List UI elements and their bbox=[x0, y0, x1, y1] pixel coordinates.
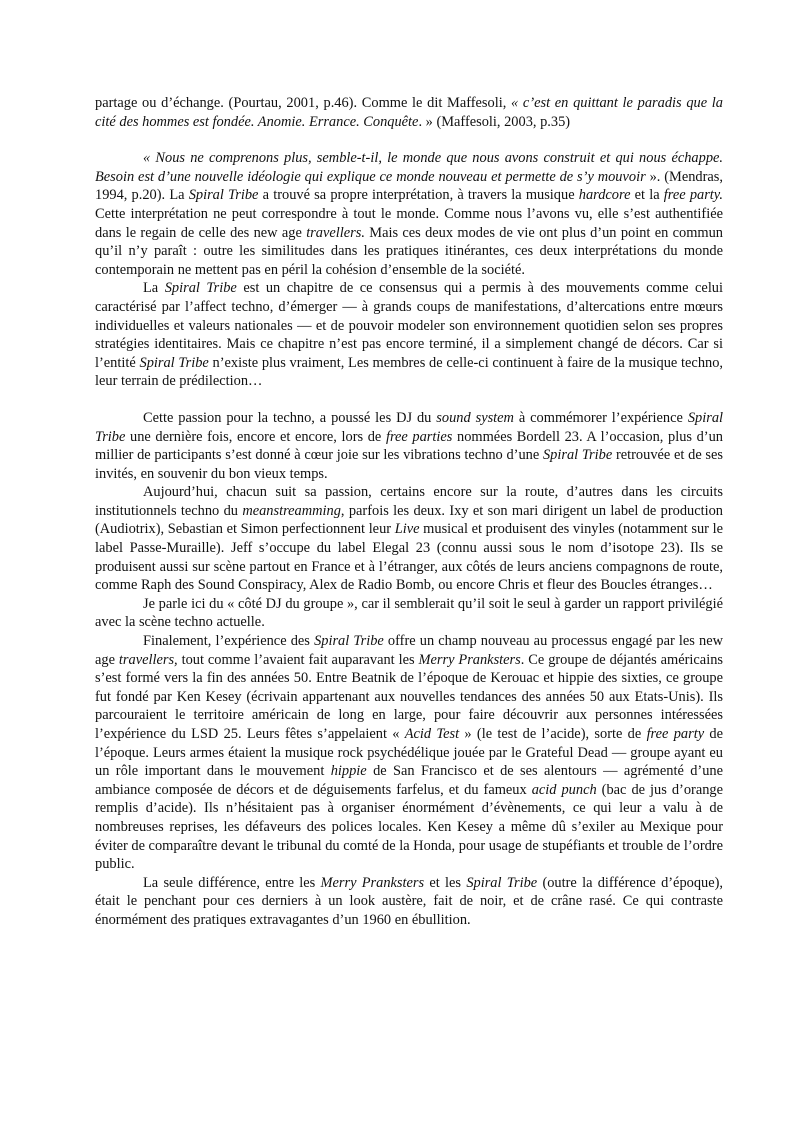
text-run: tout comme l’avaient fait auparavant les bbox=[177, 651, 419, 668]
text-run: ». (Mendras, 1994, p.20). La bbox=[95, 168, 723, 204]
italic-text-run: Spiral Tribe bbox=[95, 409, 724, 445]
italic-text-run: free party. bbox=[663, 187, 723, 204]
italic-text-run: « c’est en quittant le paradis que la cité des hommes est fondée. Anomie. Errance. Conquête bbox=[95, 95, 724, 130]
italic-text-run: Merry Pranksters bbox=[418, 651, 521, 668]
paragraph-maffesoli-quote bbox=[95, 94, 723, 131]
italic-text-run: Merry Pranksters bbox=[320, 874, 425, 891]
text-run: n’existe plus vraiment, Les membres de celle-ci continuent à faire de la musique techno, leur terrain de prédilection… bbox=[95, 354, 724, 390]
italic-text-run: hippie bbox=[330, 763, 367, 780]
italic-text-run: sound system bbox=[436, 409, 514, 426]
italic-text-run: acid punch bbox=[531, 781, 597, 798]
paragraph-techno-passion bbox=[95, 409, 723, 483]
text-run: La seule différence, entre les bbox=[143, 874, 321, 891]
text-run: . Ce groupe de déjantés américains s’est formé vers la fin des années 50. Entre Beatnik de l’époque de Kerouac et hippie des sixties, ce groupe fut fondé par Ken Kesey (écrivain appartenant aux nouvelles tendances des années 50 aux Etats-Unis). Ils parcouraient le territoire américain de long en large, pour faire découvrir aux personnes intéressées l’expérience du LSD 25. Leurs fêtes s’appelaient « bbox=[95, 651, 723, 742]
text-run: Cette passion pour la techno, a poussé les DJ du bbox=[143, 409, 437, 426]
text-run: Finalement, l’expérience des bbox=[143, 633, 315, 650]
text-run: et la bbox=[630, 187, 664, 204]
text-run: retrouvée et de ses invités, en souvenir du bon vieux temps. bbox=[95, 447, 724, 482]
text-run: (outre la différence d’époque), était le penchant pour ces derniers à un look austère, fait de noir, et de crâne rasé. Ce qui contraste énormément des pratiques extravagantes d’un 1960 en ébullition. bbox=[95, 874, 724, 928]
italic-text-run: free party bbox=[646, 726, 705, 742]
text-run: une dernière fois, encore et encore, lors de bbox=[125, 428, 386, 445]
text-run: nommées Bordell 23. A l’occasion, plus d’un millier de participants s’est donné à cœur joie sur les vibrations techno d’une bbox=[95, 428, 723, 464]
text-run: Aujourd’hui, chacun suit sa passion, certains encore sur la route, d’autres dans les circuits institutionnels techno du bbox=[95, 484, 723, 519]
paragraph-cote-dj bbox=[95, 595, 723, 632]
text-run: La bbox=[143, 280, 165, 297]
text-run: . » (Maffesoli, 2003, p.35) bbox=[418, 113, 571, 130]
text-run: » (le test de l’acide), sorte de bbox=[459, 726, 647, 742]
italic-text-run: meanstreamming bbox=[242, 502, 341, 519]
italic-text-run: Live bbox=[394, 521, 420, 538]
text-run: et les bbox=[424, 874, 467, 891]
italic-text-run: travellers. bbox=[306, 224, 365, 241]
paragraph-aujourdhui bbox=[95, 483, 723, 595]
italic-text-run: Acid Test bbox=[404, 726, 460, 742]
paragraph-spiral-tribe-consensus bbox=[95, 279, 723, 391]
italic-text-run: « Nous ne comprenons plus, semble-t-il, le monde que nous avons construit et qui nous échappe. Besoin est d’une nouvelle idéologie qui explique ce monde nouveau et permette de s’y mouvoir bbox=[95, 150, 723, 185]
italic-text-run: hardcore bbox=[578, 187, 631, 204]
text-run: Cette interprétation ne peut correspondre à tout le monde. Comme nous l’avons vu, elle s’est authentifiée dans le regain de celle des new age bbox=[95, 205, 723, 241]
text-run: offre un champ nouveau au processus engagé par les new age bbox=[95, 633, 724, 668]
italic-text-run: Spiral Tribe bbox=[164, 280, 237, 297]
text-run: (bac de jus d’orange remplis d’acide). Ils n’hésitaient pas à organiser énormément d’évènements, ce qui leur a valu à de nombreuses reprises, les défaveurs des polices locales. Ken Kesey a même dû s’exiler au Mexique pour éviter de comparaître devant le tribunal du comté de la Honda, pour usage de stupéfiants et trouble de l’ordre public. bbox=[95, 781, 723, 873]
paragraph-mendras-quote bbox=[95, 149, 723, 279]
text-run: musical et produisent des vinyles (notamment sur le label Passe-Muraille). Jeff s’occupe du label Elegal 23 (connu aussi sous le nom d’isotope 23). Ils se produisent aussi sur scène partout en France et à l’étranger, aux côtés de leurs anciens compagnons de route, comme Raph des Sound Conspiracy, Alex de Radio Bomb, ou encore Chris et fleur des Boucles étranges… bbox=[95, 521, 723, 594]
italic-text-run: Spiral Tribe bbox=[188, 187, 259, 204]
italic-text-run: Spiral Tribe bbox=[466, 874, 538, 891]
italic-text-run: Spiral Tribe bbox=[314, 633, 384, 650]
text-run: a trouvé sa propre interprétation, à travers la musique bbox=[258, 187, 579, 204]
paragraph-seule-difference bbox=[95, 874, 723, 930]
italic-text-run: free parties bbox=[385, 428, 453, 445]
text-run: est un chapitre de ce consensus qui a permis à des mouvements comme celui caractérisé par l’affect techno, d’émerger — à grands coups de manifestations, d’altercations entre mœurs individuelles et valeurs nationales — et de pouvoir modeler son environnement quotidien selon ses propres stratégies identitaires. Mais ce chapitre n’est pas encore terminé, il a simplement changé de décors. Car si l’entité bbox=[95, 280, 724, 371]
text-run: de San Francisco et de ses alentours — agrémenté d’une ambiance composée de décors et de déguisements farfelus, et du fameux bbox=[95, 763, 723, 798]
text-run: à commémorer l’expérience bbox=[513, 409, 688, 426]
document-page bbox=[95, 94, 723, 930]
text-run: de l’époque. Leurs armes étaient la musique rock psychédélique jouée par le Grateful Dead — groupe ayant eu un rôle important dans le mouvement bbox=[95, 726, 723, 780]
text-run: Mais ces deux modes de vie ont plus d’un point en commun qu’il n’y paraît : outre les similitudes dans les pratiques itinérantes, ces deux interprétations du monde contemporain ne mettent pas en péril la cohésion d’ensemble de la société. bbox=[95, 224, 723, 278]
italic-text-run: Spiral Tribe bbox=[542, 447, 613, 464]
italic-text-run: Spiral Tribe bbox=[139, 354, 209, 371]
text-run: Je parle ici du « côté DJ du groupe », car il semblerait qu’il soit le seul à garder un rapport privilégié avec la scène techno actuelle. bbox=[95, 595, 723, 631]
paragraph-merry-pranksters bbox=[95, 632, 723, 874]
text-run: partage ou d’échange. (Pourtau, 2001, p.46). Comme le dit Maffesoli, bbox=[95, 95, 512, 111]
italic-text-run: travellers, bbox=[118, 651, 178, 668]
text-run: , parfois les deux. Ixy et son mari dirigent un label de production (Audiotrix), Sebastian et Simon perfectionnent leur bbox=[95, 502, 723, 538]
